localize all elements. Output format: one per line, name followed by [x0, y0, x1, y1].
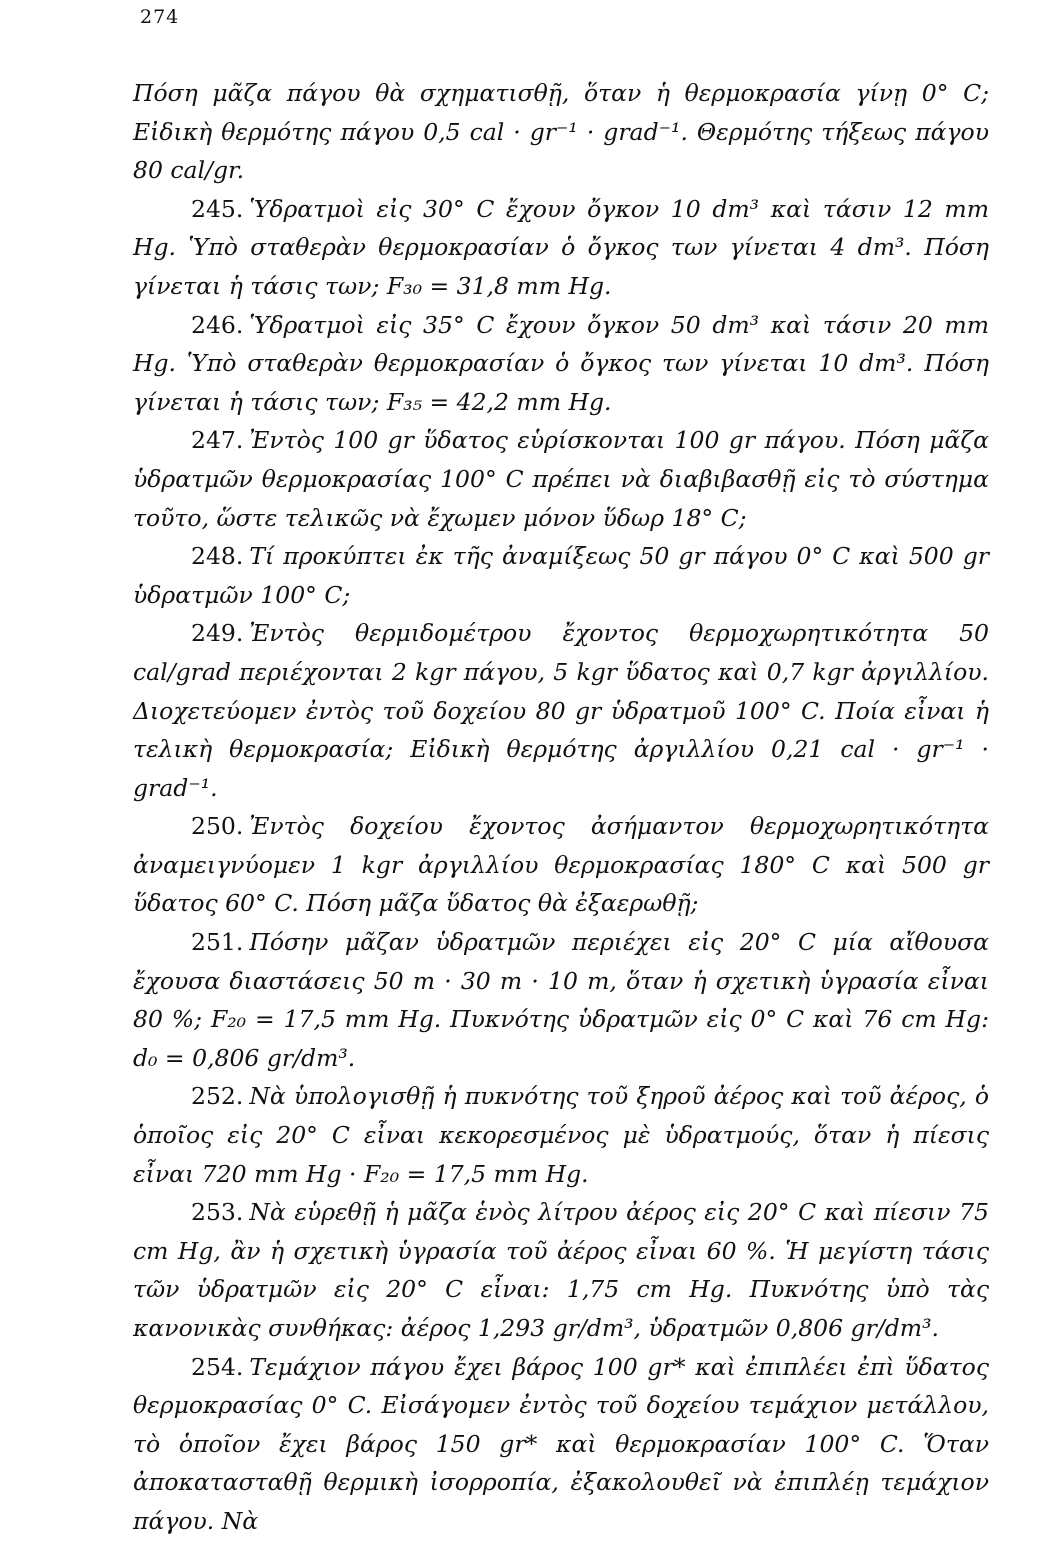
- problem-number: 250.: [191, 812, 244, 841]
- problem-text: Ἐντὸς δοχείου ἔχοντος ἀσήμαντον θερμοχωρητικότητα ἀναμειγνύομεν 1 kgr ἀργιλλίου θερμοκρασίας 180° C καὶ 500 gr ὕδατος 60° C. Πόση μᾶζα ὕδατος θὰ ἐξαερωθῇ;: [133, 812, 989, 918]
- problem-number: 254.: [191, 1352, 244, 1381]
- problem-number: 253.: [191, 1198, 244, 1227]
- problem-text: Νὰ ὑπολογισθῇ ἡ πυκνότης τοῦ ξηροῦ ἀέρος καὶ τοῦ ἀέρος, ὁ ὁποῖος εἰς 20° C εἶναι κεκορεσμένος μὲ ὑδρατμούς, ὅταν ἡ πίεσις εἶναι 720 mm Hg · F₂₀ = 17,5 mm Hg.: [133, 1082, 989, 1188]
- problem-text: Νὰ εὑρεθῇ ἡ μᾶζα ἑνὸς λίτρου ἀέρος εἰς 20° C καὶ πίεσιν 75 cm Hg, ἂν ἡ σχετικὴ ὑγρασία τοῦ ἀέρος εἶναι 60 %. Ἡ μεγίστη τάσις τῶν ὑδρατμῶν εἰς 20° C εἶναι: 1,75 cm Hg. Πυκνότης ὑπὸ τὰς κανονικὰς συνθήκας: ἀέρος 1,293 gr/dm³, ὑδρατμῶν 0,806 gr/dm³.: [133, 1198, 989, 1342]
- problem-number: 246.: [191, 310, 244, 339]
- problem-number: 249.: [191, 619, 244, 648]
- problem-251: [133, 923, 989, 1077]
- problem-number: 245.: [191, 194, 244, 223]
- problem-250: [133, 807, 989, 923]
- problem-254: [133, 1348, 989, 1541]
- page-number: 274: [140, 6, 180, 28]
- problem-text: Ἐντὸς 100 gr ὕδατος εὑρίσκονται 100 gr πάγου. Πόση μᾶζα ὑδρατμῶν θερμοκρασίας 100° C πρέπει νὰ διαβιβασθῇ εἰς τὸ σύστημα τοῦτο, ὥστε τελικῶς νὰ ἔχωμεν μόνον ὕδωρ 18° C;: [133, 426, 989, 532]
- problem-text: Τί προκύπτει ἐκ τῆς ἀναμίξεως 50 gr πάγου 0° C καὶ 500 gr ὑδρατμῶν 100° C;: [133, 542, 989, 609]
- problem-text: Ἐντὸς θερμιδομέτρου ἔχοντος θερμοχωρητικότητα 50 cal/grad περιέχονται 2 kgr πάγου, 5 kgr ὕδατος καὶ 0,7 kgr ἀργιλλίου. Διοχετεύομεν ἐντὸς τοῦ δοχείου 80 gr ὑδρατμοῦ 100° C. Ποία εἶναι ἡ τελικὴ θερμοκρασία; Εἰδικὴ θερμότης ἀργιλλίου 0,21 cal · gr⁻¹ · grad⁻¹.: [133, 619, 989, 802]
- problem-number: 252.: [191, 1082, 244, 1111]
- problem-text: Πόσην μᾶζαν ὑδρατμῶν περιέχει εἰς 20° C μία αἴθουσα ἔχουσα διαστάσεις 50 m · 30 m · 10 m, ὅταν ἡ σχετικὴ ὑγρασία εἶναι 80 %; F₂₀ = 17,5 mm Hg. Πυκνότης ὑδρατμῶν εἰς 0° C καὶ 76 cm Hg: d₀ = 0,806 gr/dm³.: [133, 928, 989, 1072]
- problem-number: 251.: [191, 928, 244, 957]
- problem-text: Πόση μᾶζα πάγου θὰ σχηματισθῇ, ὅταν ἡ θερμοκρασία γίνῃ 0° C; Εἰδικὴ θερμότης πάγου 0,5 cal · gr⁻¹ · grad⁻¹. Θερμότης τήξεως πάγου 80 cal/gr.: [133, 79, 989, 185]
- problem-248: [133, 537, 989, 614]
- problem-number: 248.: [191, 542, 244, 571]
- problem-text: Τεμάχιον πάγου ἔχει βάρος 100 gr* καὶ ἐπιπλέει ἐπὶ ὕδατος θερμοκρασίας 0° C. Εἰσάγομεν ἐντὸς τοῦ δοχείου τεμάχιον μετάλλου, τὸ ὁποῖον ἔχει βάρος 150 gr* καὶ θερμοκρασίαν 100° C. Ὅταν ἀποκατασταθῇ θερμικὴ ἰσορροπία, ἐξακολουθεῖ νὰ ἐπιπλέῃ τεμάχιον πάγου. Νὰ: [133, 1352, 989, 1535]
- problem-number: 247.: [191, 426, 244, 455]
- problem-text-block: [133, 74, 989, 1541]
- problem-245: [133, 190, 989, 306]
- problem-text: Ὑδρατμοὶ εἰς 30° C ἔχουν ὄγκον 10 dm³ καὶ τάσιν 12 mm Hg. Ὑπὸ σταθερὰν θερμοκρασίαν ὁ ὄγκος των γίνεται 4 dm³. Πόση γίνεται ἡ τάσις των; F₃₀ = 31,8 mm Hg.: [133, 194, 989, 300]
- problem-246: [133, 306, 989, 422]
- problem-249: [133, 614, 989, 807]
- problem-text: Ὑδρατμοὶ εἰς 35° C ἔχουν ὄγκον 50 dm³ καὶ τάσιν 20 mm Hg. Ὑπὸ σταθερὰν θερμοκρασίαν ὁ ὄγκος των γίνεται 10 dm³. Πόση γίνεται ἡ τάσις των; F₃₅ = 42,2 mm Hg.: [133, 310, 989, 416]
- problem-247: [133, 421, 989, 537]
- problem-252: [133, 1077, 989, 1193]
- problem-253: [133, 1193, 989, 1347]
- problem-244-continuation: [133, 74, 989, 190]
